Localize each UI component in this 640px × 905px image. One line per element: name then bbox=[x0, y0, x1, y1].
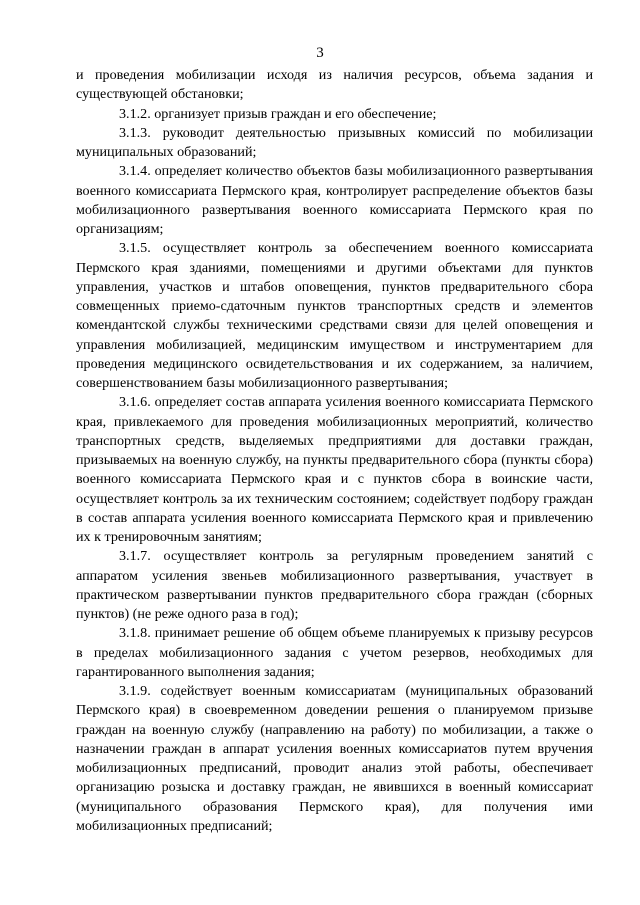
paragraph-3-1-7: 3.1.7. осуществляет контроль за регулярным проведением занятий с аппаратом усиления звеньев мобилизационного развертывания, участвует в практическом развертывании пунктов предварительного сбора граждан (сборных пунктов) (не реже одного раза в год); bbox=[76, 548, 593, 622]
paragraph-3-1-4: 3.1.4. определяет количество объектов базы мобилизационного развертывания военного комиссариата Пермского края, контролирует распределение объектов базы мобилизационного развертывания военного комиссариата Пермского края по организациям; bbox=[76, 163, 593, 237]
paragraph-3-1-6: 3.1.6. определяет состав аппарата усиления военного комиссариата Пермского края, привлекаемого для проведения мобилизационных мероприятий, количество транспортных средств, выделяемых предприятиями для доставки граждан, призываемых на военную службу, на пункты предварительного сбора (пункты сбора) военного комиссариата Пермского края и с пунктов сбора в воинские части, осуществляет контроль за их техническим состоянием; содействует подбору граждан в состав аппарата усиления военного комиссариата Пермского края и привлечению их к тренировочным занятиям; bbox=[76, 394, 593, 545]
paragraph-3-1-8: 3.1.8. принимает решение об общем объеме планируемых к призыву ресурсов в пределах мобилизационного задания с учетом резервов, необходимых для гарантированного выполнения задания; bbox=[76, 625, 593, 680]
paragraph-3-1-5: 3.1.5. осуществляет контроль за обеспечением военного комиссариата Пермского края зданиями, помещениями и другими объектами для пунктов управления, участков и штабов оповещения, пунктов предварительного сбора совмещенных приемо-сдаточным пунктов транспортных средств и элементов комендантской службы техническими средствами связи для целей оповещения и управления мобилизацией, медицинским имуществом и инструментарием для проведения медицинского освидетельствования и их содержанием, за наличием, совершенствованием базы мобилизационного развертывания; bbox=[76, 240, 593, 391]
paragraph-3-1-2: 3.1.2. организует призыв граждан и его обеспечение; bbox=[119, 105, 437, 122]
document-body bbox=[76, 66, 593, 836]
paragraph-3-1-3: 3.1.3. руководит деятельностью призывных комиссий по мобилизации муниципальных образований; bbox=[76, 124, 593, 160]
page-number: 3 bbox=[316, 45, 324, 61]
paragraph-continuation: и проведения мобилизации исходя из наличия ресурсов, объема задания и существующей обстановки; bbox=[76, 67, 593, 103]
paragraph-3-1-9: 3.1.9. содействует военным комиссариатам (муниципальных образований Пермского края) в своевременном доведении решения о планируемом призыве граждан на военную службу (направлению на работу) по мобилизации, а также о назначении граждан в аппарат усиления военных комиссариатов путем вручения мобилизационных предписаний, проводит анализ этой работы, обеспечивает организацию розыска и доставку граждан, не явившихся в военный комиссариат (муниципального образования Пермского края), для получения ими мобилизационных предписаний; bbox=[76, 683, 593, 834]
